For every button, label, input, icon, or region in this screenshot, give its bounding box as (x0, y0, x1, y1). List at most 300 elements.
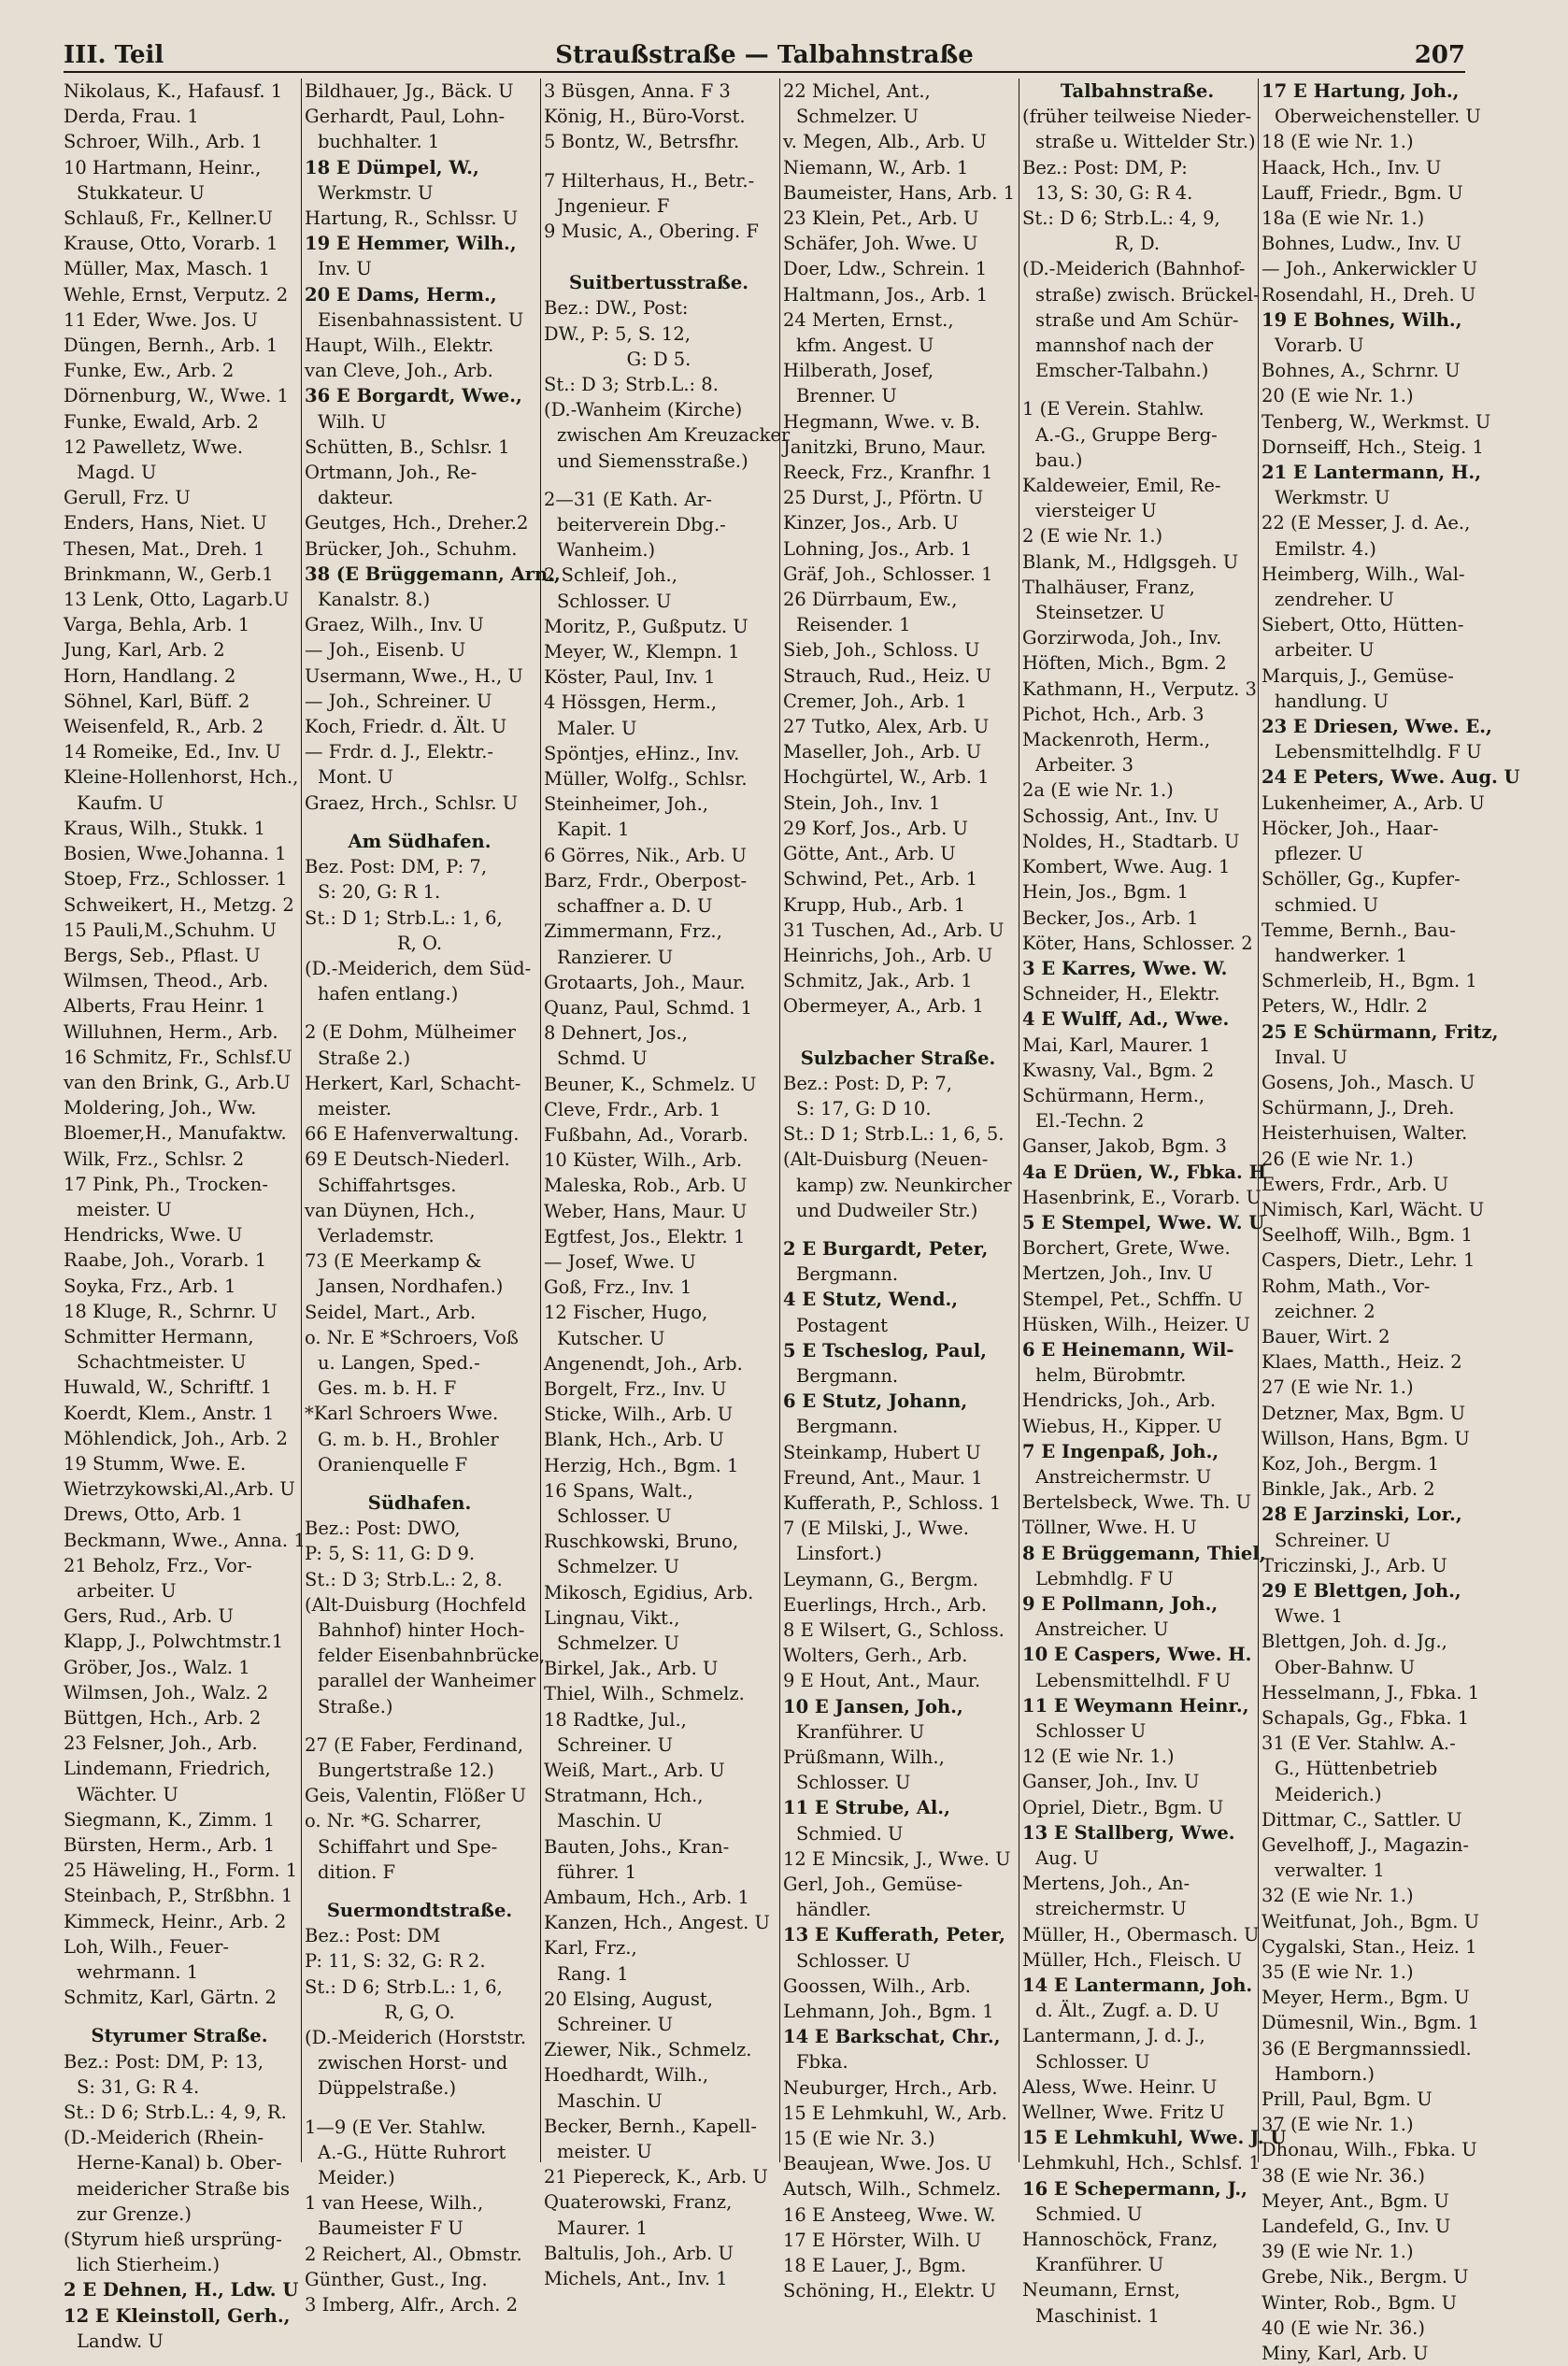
spacer (305, 1719, 535, 1732)
entry-continuation: und Dudweiler Str.) (796, 1199, 978, 1221)
entry-continuation: Maurer. 1 (557, 2216, 648, 2239)
directory-entry: 35 (E wie Nr. 1.) (1262, 1961, 1414, 1984)
directory-entry: Landefeld, G., Inv. U (1262, 2216, 1451, 2238)
directory-entry: 2 (E Dohm, Mülheimer (305, 1021, 516, 1044)
directory-entry: (früher teilweise Nieder- (1022, 106, 1252, 128)
directory-entry: Becker, Jos., Arb. 1 (1022, 906, 1199, 929)
directory-entry: Willuhnen, Herm., Arb. (64, 1020, 278, 1043)
directory-entry: Lingnau, Vikt., (544, 1606, 680, 1629)
directory-entry: Mertzen, Joh., Inv. U (1022, 1262, 1213, 1285)
directory-entry: Meyer, Ant., Bgm. U (1262, 2189, 1449, 2212)
directory-entry: Stratmann, Hch., (544, 1785, 704, 1807)
directory-entry: 17 E Hartung, Joh., (1262, 80, 1460, 102)
directory-entry: Schmitter Hermann, (64, 1325, 254, 1347)
directory-entry: Obermeyer, A., Arb. 1 (783, 995, 984, 1018)
entry-continuation: straße und Am Schür- (1035, 308, 1239, 331)
directory-entry: 4a E Drüen, W., Fbka. H (1022, 1161, 1267, 1183)
directory-entry: 9 Music, A., Obering. F (544, 221, 759, 243)
directory-entry: 18a (E wie Nr. 1.) (1262, 207, 1425, 230)
entry-continuation: pflezer. U (1275, 843, 1363, 865)
directory-entry: Reeck, Frz., Kranfhr. 1 (783, 462, 993, 484)
directory-entry: Höcker, Joh., Haar- (1262, 817, 1439, 839)
directory-column (305, 78, 561, 2316)
entry-continuation: Emscher-Talbahn.) (1035, 360, 1209, 382)
directory-column (1022, 78, 1287, 2327)
directory-entry: St.: D 6; Strb.L.: 1, 6, (305, 1975, 503, 1998)
street-heading: Talbahnstraße. (1060, 80, 1215, 102)
directory-entry: Kwasny, Val., Bgm. 2 (1022, 1059, 1215, 1081)
directory-entry: Gerull, Frz. U (64, 487, 191, 509)
directory-entry: Schmitz, Jak., Arb. 1 (783, 970, 973, 992)
entry-continuation: Jngenieur. F (557, 194, 670, 217)
directory-entry: 27 Tutko, Alex, Arb. U (783, 716, 990, 738)
directory-entry: — Joh., Ankerwickler U (1262, 258, 1478, 280)
directory-entry: 20 (E wie Nr. 1.) (1262, 385, 1414, 407)
directory-entry: 26 Dürrbaum, Ew., (783, 589, 958, 611)
directory-entry: Bloemer,H., Manufaktw. (64, 1122, 287, 1145)
directory-entry: 69 E Deutsch-Niederl. (305, 1148, 510, 1171)
directory-entry: Caspers, Dietr., Lehr. 1 (1262, 1249, 1475, 1272)
entry-continuation: S: 17, G: D 10. (796, 1097, 932, 1119)
directory-entry: 24 E Peters, Wwe. Aug. U (1262, 766, 1520, 789)
entry-continuation: dakteur. (318, 487, 394, 509)
entry-continuation: S: 31, G: R 4. (77, 2075, 200, 2098)
directory-entry: Pichot, Hch., Arb. 3 (1022, 703, 1205, 725)
directory-entry: Bez.: DW., Post: (544, 297, 689, 320)
directory-entry: Raabe, Joh., Vorarb. 1 (64, 1249, 267, 1272)
directory-entry: Schmerleib, H., Bgm. 1 (1262, 970, 1477, 992)
directory-entry: Meyer, W., Klempn. 1 (544, 641, 740, 663)
directory-entry: Wilmsen, Joh., Walz. 2 (64, 1681, 269, 1703)
directory-entry: Detzner, Max, Bgm. U (1262, 1402, 1466, 1424)
entry-continuation: Brenner. U (796, 385, 897, 407)
directory-entry: Ambaum, Hch., Arb. 1 (544, 1887, 749, 1909)
directory-entry: 14 E Lantermann, Joh. (1022, 1974, 1253, 1997)
entry-continuation: wehrmann. 1 (77, 1961, 199, 1984)
directory-entry: 19 E Bohnes, Wilh., (1262, 308, 1462, 331)
entry-continuation: Kanalstr. 8.) (318, 589, 431, 611)
directory-entry: Mai, Karl, Maurer. 1 (1022, 1033, 1211, 1056)
directory-entry: Beaujean, Wwe. Jos. U (783, 2153, 992, 2175)
directory-entry: 2—31 (E Kath. Ar- (544, 488, 712, 510)
entry-continuation: schmied. U (1275, 893, 1379, 916)
directory-entry: Kleine-Hollenhorst, Hch., (64, 766, 299, 789)
directory-entry: St.: D 3; Strb.L.: 8. (544, 374, 719, 396)
directory-entry: Grotaarts, Joh., Maur. (544, 971, 746, 993)
entry-continuation: Herne-Kanal) b. Ober- (77, 2152, 282, 2174)
directory-entry: (D.-Meiderich (Rhein- (64, 2127, 264, 2149)
directory-entry: Herzig, Hch., Bgm. 1 (544, 1454, 739, 1476)
directory-entry: Baumeister, Hans, Arb. 1 (783, 181, 1016, 204)
directory-entry: Usermann, Wwe., H., U (305, 664, 523, 687)
entry-continuation: streichermstr. U (1035, 1898, 1187, 1920)
directory-entry: Schossig, Ant., Inv. U (1022, 805, 1219, 827)
directory-entry: Goossen, Wilh., Arb. (783, 1974, 971, 1997)
entry-continuation: zwischen Horst- und (318, 2052, 508, 2074)
directory-entry: 19 Stumm, Wwe. E. (64, 1452, 247, 1475)
spacer (783, 1223, 1013, 1236)
directory-entry: Weitfunat, Joh., Bgm. U (1262, 1910, 1480, 1932)
directory-entry: Winter, Rob., Bgm. U (1262, 2291, 1458, 2314)
page-number: 207 (1414, 41, 1465, 69)
entry-continuation: mannshof nach der (1035, 335, 1214, 357)
directory-entry: Leymann, G., Bergm. (783, 1568, 978, 1590)
directory-entry: (D.-Meiderich, dem Süd- (305, 957, 532, 979)
part-label: III. Teil (64, 41, 164, 69)
directory-entry: Janitzki, Bruno, Maur. (783, 435, 987, 458)
directory-entry: van Düynen, Hch., (305, 1199, 476, 1221)
directory-entry: Kimmeck, Heinr., Arb. 2 (64, 1910, 287, 1932)
entry-continuation: Schlosser. U (796, 1772, 911, 1794)
entry-continuation: Bergmann. (796, 1416, 899, 1438)
directory-entry: — Frdr. d. J., Elektr.- (305, 741, 494, 763)
directory-entry: 6 Görres, Nik., Arb. U (544, 844, 747, 866)
directory-entry: 37 (E wie Nr. 1.) (1262, 2114, 1414, 2136)
directory-entry: Neuburger, Hrch., Arb. (783, 2076, 998, 2099)
directory-entry: 25 E Schürmann, Fritz, (1262, 1020, 1499, 1043)
directory-entry: Noldes, H., Stadtarb. U (1022, 830, 1240, 852)
directory-entry: Weisenfeld, R., Arb. 2 (64, 716, 264, 738)
entry-continuation: d. Ält., Zugf. a. D. U (1035, 2000, 1219, 2022)
directory-entry: Steinbach, P., Strßbhn. 1 (64, 1885, 293, 1907)
entry-continuation: Wanheim.) (557, 539, 656, 562)
directory-entry: (Alt-Duisburg (Neuen- (783, 1148, 989, 1171)
directory-entry: Kufferath, P., Schloss. 1 (783, 1491, 1002, 1514)
entry-continuation: Inval. U (1275, 1046, 1347, 1068)
directory-entry: Siegmann, K., Zimm. 1 (64, 1808, 275, 1831)
directory-entry: 2 (E wie Nr. 1.) (1022, 525, 1163, 548)
directory-entry: Heisterhuisen, Walter. (1262, 1122, 1468, 1145)
directory-entry: Bohnes, A., Schrnr. U (1262, 360, 1461, 382)
directory-entry: Mackenroth, Herm., (1022, 729, 1211, 751)
entry-continuation: Straße 2.) (318, 1047, 411, 1069)
directory-entry: 4 Hössgen, Herm., (544, 691, 718, 714)
entry-continuation: Baumeister F U (318, 2217, 463, 2240)
entry-continuation: Anstreicher. U (1035, 1618, 1169, 1641)
column-divider (779, 78, 780, 2162)
directory-entry: Weiß, Mart., Arb. U (544, 1760, 725, 1781)
entry-continuation: Magd. U (77, 462, 157, 484)
directory-entry: (D.-Meiderich (Bahnhof- (1022, 258, 1246, 280)
directory-entry: 18 (E wie Nr. 1.) (1262, 131, 1414, 153)
directory-entry: Ziewer, Nik., Schmelz. (544, 2039, 752, 2061)
directory-entry: Dhonau, Wilh., Fbka. U (1262, 2139, 1477, 2161)
directory-entry: 5 E Tscheslog, Paul, (783, 1339, 987, 1361)
directory-entry: 23 Klein, Pet., Arb. U (783, 207, 979, 230)
entry-continuation: beiterverein Dbg.- (557, 514, 726, 536)
entry-continuation: Meiderich.) (1275, 1783, 1382, 1805)
street-heading: Suermondtstraße. (326, 1900, 513, 1922)
directory-entry: 21 Piepereck, K., Arb. U (544, 2166, 768, 2188)
entry-continuation: verwalter. 1 (1275, 1860, 1385, 1882)
entry-continuation: Reisender. 1 (796, 614, 911, 636)
directory-entry: Müller, Hch., Fleisch. U (1022, 1948, 1243, 1971)
directory-entry: 14 Romeike, Ed., Inv. U (64, 741, 281, 763)
entry-continuation: Ober-Bahnw. U (1275, 1656, 1416, 1678)
directory-entry: 36 E Borgardt, Wwe., (305, 385, 522, 407)
directory-entry: 21 Beholz, Frz., Vor- (64, 1554, 252, 1576)
entry-continuation: führer. 1 (557, 1860, 637, 1883)
directory-entry: Barz, Frdr., Oberpost- (544, 869, 748, 891)
directory-entry: Derda, Frau. 1 (64, 106, 199, 128)
directory-entry: 21 E Lantermann, H., (1262, 462, 1481, 484)
directory-entry: St.: D 6; Strb.L.: 4, 9, (1022, 207, 1220, 230)
entry-continuation: parallel der Wanheimer (318, 1670, 536, 1692)
directory-entry: Kathmann, H., Verputz. 3 (1022, 677, 1257, 700)
directory-entry: Hein, Jos., Bgm. 1 (1022, 881, 1190, 904)
directory-entry: Sieb, Joh., Schloss. U (783, 639, 980, 662)
directory-entry: 29 E Blettgen, Joh., (1262, 1579, 1461, 1602)
entry-continuation: Hamborn.) (1275, 2062, 1376, 2085)
directory-entry: Schütten, B., Schlsr. 1 (305, 435, 510, 458)
entry-continuation: Schmelzer. U (796, 106, 919, 128)
entry-continuation: Oranienquelle F (318, 1453, 468, 1475)
directory-entry: 13 E Kufferath, Peter, (783, 1924, 1005, 1946)
entry-continuation: Wilh. U (318, 410, 387, 433)
entry-continuation: Meider.) (318, 2167, 395, 2189)
directory-entry: P: 5, S: 11, G: D 9. (305, 1543, 476, 1565)
directory-entry: Bildhauer, Jg., Bäck. U (305, 80, 514, 102)
directory-entry: Töllner, Wwe. H. U (1022, 1517, 1197, 1539)
spacer (305, 2102, 535, 2115)
directory-entry: o. Nr. E *Schroers, Voß (305, 1326, 519, 1348)
directory-entry: Blettgen, Joh. d. Jg., (1262, 1631, 1447, 1653)
entry-continuation: dition. F (318, 1860, 396, 1883)
entry-continuation: Düppelstraße.) (318, 2077, 457, 2100)
directory-entry: Kinzer, Jos., Arb. U (783, 512, 959, 534)
directory-entry: Loh, Wilh., Feuer- (64, 1935, 229, 1958)
entry-continuation: Schmied. U (796, 1822, 904, 1845)
street-heading: Styrumer Straße. (91, 2025, 268, 2047)
directory-entry: Bertelsbeck, Wwe. Th. U (1022, 1491, 1252, 1514)
directory-entry: Meyer, Herm., Bgm. U (1262, 1987, 1470, 2009)
directory-entry: Schöller, Gg., Kupfer- (1262, 868, 1461, 891)
directory-entry: Klaes, Matth., Heiz. 2 (1262, 1351, 1462, 1374)
directory-entry: Birkel, Jak., Arb. U (544, 1658, 719, 1680)
entry-continuation: Kapit. 1 (557, 819, 630, 841)
directory-entry: Hilberath, Josef, (783, 360, 934, 382)
directory-entry: Klapp, J., Polwchtmstr.1 (64, 1631, 284, 1653)
entry-continuation: bau.) (1035, 449, 1083, 471)
spacer (783, 1033, 1013, 1046)
directory-entry: Maleska, Rob., Arb. U (544, 1175, 748, 1197)
directory-entry: Blank, Hch., Arb. U (544, 1429, 724, 1451)
entry-continuation: Aug. U (1035, 1847, 1099, 1870)
entry-continuation: händler. (796, 1899, 872, 1921)
entry-continuation: Schlosser. U (1035, 2050, 1150, 2073)
directory-entry: Thiel, Wilh., Schmelz. (544, 1683, 745, 1705)
directory-entry: 16 Schmitz, Fr., Schlsf.U (64, 1046, 292, 1068)
directory-entry: 6 E Stutz, Johann, (783, 1390, 968, 1413)
spacer (783, 1019, 1013, 1033)
directory-entry: Herkert, Karl, Schacht- (305, 1072, 521, 1094)
directory-entry: Haltmann, Jos., Arb. 1 (783, 283, 989, 306)
directory-entry: Graez, Hrch., Schlsr. U (305, 791, 519, 814)
spacer (544, 474, 774, 487)
directory-entry: 1 (E Verein. Stahlw. (1022, 398, 1205, 420)
directory-entry: Wolters, Gerh., Arb. (783, 1645, 968, 1667)
spacer (305, 1477, 535, 1490)
directory-entry: Ganser, Joh., Inv. U (1022, 1771, 1200, 1793)
directory-entry: 25 Durst, J., Pförtn. U (783, 487, 984, 509)
directory-entry: Bez.: Post: DWO, (305, 1518, 461, 1540)
directory-entry: Marquis, J., Gemüse- (1262, 664, 1454, 687)
directory-entry: Stoep, Frz., Schlosser. 1 (64, 868, 288, 891)
entry-continuation: meidericher Straße bis (77, 2177, 291, 2200)
directory-entry: Lindemann, Friedrich, (64, 1758, 271, 1780)
street-heading: Suitbertusstraße. (568, 272, 749, 294)
directory-entry: Freund, Ant., Maur. 1 (783, 1466, 983, 1489)
directory-entry: 3 E Karres, Wwe. W. (1022, 957, 1228, 979)
directory-entry: Schwind, Pet., Arb. 1 (783, 868, 978, 891)
entry-continuation: Schmelzer. U (557, 1632, 679, 1654)
directory-entry: 15 E Lehmkuhl, Wwe. J. U (1022, 2127, 1287, 2149)
entry-continuation: G., Hüttenbetrieb (1275, 1758, 1438, 1780)
directory-entry: 25 Häweling, H., Form. 1 (64, 1860, 298, 1882)
directory-entry: Karl, Frz., (544, 1937, 637, 1960)
directory-entry: Thalhäuser, Franz, (1022, 576, 1195, 598)
directory-entry: 2 Reichert, Al., Obmstr. (305, 2243, 522, 2265)
directory-entry: 2 E Burgardt, Peter, (783, 1237, 989, 1260)
directory-entry: Hoedhardt, Wilh., (544, 2064, 709, 2087)
directory-entry: 5 Bontz, W., Betrsfhr. (544, 131, 740, 153)
directory-entry: 18 Radtke, Jul., (544, 1708, 687, 1731)
directory-entry: Söhnel, Karl, Büff. 2 (64, 690, 250, 712)
directory-entry: Temme, Bernh., Bau- (1262, 919, 1456, 941)
entry-continuation: zur Grenze.) (77, 2202, 192, 2225)
directory-entry: R, D. (1114, 233, 1161, 255)
directory-entry: 20 E Dams, Herm., (305, 283, 497, 306)
directory-entry: Lauff, Friedr., Bgm. U (1262, 181, 1463, 204)
directory-entry: 12 Pawelletz, Wwe. (64, 435, 244, 458)
entry-continuation: Schreiner. U (557, 1733, 674, 1756)
directory-column (64, 78, 306, 2352)
entry-continuation: straße) zwisch. Brückel- (1035, 283, 1260, 306)
directory-entry: Funke, Ewald, Arb. 2 (64, 410, 259, 433)
directory-entry: G: D 5. (626, 348, 691, 370)
directory-entry: Graez, Wilh., Inv. U (305, 614, 484, 636)
entry-continuation: Schlosser. U (796, 1949, 911, 1972)
directory-entry: Aless, Wwe. Heinr. U (1022, 2075, 1218, 2098)
street-range-title: Straußstraße — Talbahnstraße (555, 41, 974, 69)
entry-continuation: meister. U (557, 2141, 652, 2163)
entry-continuation: Linsfort.) (796, 1543, 882, 1565)
directory-entry: Schöning, H., Elektr. U (783, 2280, 997, 2302)
directory-entry: 23 E Driesen, Wwe. E., (1262, 716, 1492, 738)
directory-entry: Kraus, Wilh., Stukk. 1 (64, 817, 265, 839)
directory-entry: 27 (E wie Nr. 1.) (1262, 1376, 1414, 1399)
directory-entry: P: 11, S: 32, G: R 2. (305, 1950, 486, 1973)
directory-entry: 20 Elsing, August, (544, 1988, 713, 2010)
directory-entry: Stempel, Pet., Schffn. U (1022, 1288, 1244, 1310)
entry-continuation: Maler. U (557, 717, 637, 739)
directory-entry: Huwald, W., Schriftf. 1 (64, 1376, 273, 1399)
directory-entry: 11 E Strube, Al., (783, 1797, 950, 1819)
entry-continuation: handlung. U (1275, 690, 1389, 712)
directory-entry: 66 E Hafenverwaltung. (305, 1123, 520, 1146)
entry-continuation: handwerker. 1 (1275, 944, 1408, 966)
directory-entry: Bez.: Post: DM, P: 13, (64, 2050, 264, 2073)
directory-entry: Hasenbrink, E., Vorarb. U (1022, 1186, 1262, 1208)
directory-entry: Steinkamp, Hubert U (783, 1441, 981, 1463)
entry-continuation: kamp) zw. Neunkircher (796, 1174, 1012, 1196)
directory-entry: — Joh., Schreiner. U (305, 690, 492, 712)
entry-continuation: Jansen, Nordhafen.) (318, 1276, 504, 1298)
entry-continuation: Lebensmittelhdlg. F U (1275, 741, 1482, 763)
directory-entry: 10 E Caspers, Wwe. H. (1022, 1644, 1252, 1666)
directory-entry: Haack, Hch., Inv. U (1262, 156, 1442, 178)
directory-entry: Köter, Hans, Schlosser. 2 (1022, 932, 1253, 954)
entry-continuation: Arbeiter. 3 (1035, 754, 1134, 777)
entry-continuation: buchhalter. 1 (318, 131, 440, 153)
directory-entry: *Karl Schroers Wwe. (305, 1403, 499, 1425)
header-rule (64, 71, 1465, 73)
directory-entry: Rosendahl, H., Dreh. U (1262, 283, 1476, 306)
directory-entry: 2a (E wie Nr. 1.) (1022, 779, 1174, 802)
directory-entry: 1—9 (E Ver. Stahlw. (305, 2116, 487, 2138)
directory-entry: Alberts, Frau Heinr. 1 (64, 995, 266, 1018)
entry-continuation: Emilstr. 4.) (1275, 537, 1376, 560)
directory-entry: Heimberg, Wilh., Wal- (1262, 563, 1465, 585)
entry-continuation: Schlosser U (1035, 1720, 1147, 1742)
entry-continuation: felder Eisenbahnbrücke, (318, 1645, 546, 1667)
directory-entry: Quanz, Paul, Schmd. 1 (544, 996, 753, 1019)
directory-entry: Zimmermann, Frz., (544, 920, 722, 943)
entry-continuation: S: 20, G: R 1. (318, 881, 441, 904)
directory-entry: Ruschkowski, Bruno, (544, 1531, 739, 1553)
directory-entry: 10 E Jansen, Joh., (783, 1695, 963, 1717)
directory-entry: Rohm, Math., Vor- (1262, 1275, 1431, 1297)
directory-entry: Hartung, R., Schlssr. U (305, 207, 519, 230)
entry-continuation: Kaufm. U (77, 791, 164, 814)
entry-continuation: Ges. m. b. H. F (318, 1377, 457, 1400)
directory-entry: Beuner, K., Schmelz. U (544, 1073, 757, 1095)
directory-entry: Dittmar, C., Sattler. U (1262, 1808, 1462, 1831)
directory-entry: 16 Spans, Walt., (544, 1479, 693, 1502)
directory-entry: Bez.: Post: DM, P: (1022, 156, 1188, 178)
directory-entry: 32 (E wie Nr. 1.) (1262, 1885, 1414, 1907)
directory-entry: 40 (E wie Nr. 36.) (1262, 2316, 1425, 2339)
directory-entry: Höften, Mich., Bgm. 2 (1022, 652, 1227, 675)
directory-entry: Heinrichs, Joh., Arb. U (783, 944, 993, 966)
entry-continuation: Schmd. U (557, 1048, 648, 1070)
entry-continuation: Fbka. (796, 2051, 848, 2074)
directory-entry: St.: D 3; Strb.L.: 2, 8. (305, 1568, 503, 1590)
directory-entry: Varga, Behla, Arb. 1 (64, 614, 250, 636)
directory-entry: Hochgürtel, W., Arb. 1 (783, 766, 990, 789)
directory-entry: o. Nr. *G. Scharrer, (305, 1810, 482, 1832)
directory-entry: Gevelhoff, J., Magazin- (1262, 1834, 1470, 1857)
directory-entry: Wilmsen, Theod., Arb. (64, 970, 269, 992)
entry-continuation: Werkmstr. U (1275, 487, 1390, 509)
directory-entry: Kaldeweier, Emil, Re- (1022, 475, 1221, 497)
entry-continuation: Maschin. U (557, 1810, 663, 1832)
directory-entry: (Alt-Duisburg (Hochfeld (305, 1593, 527, 1616)
directory-entry: Fußbahn, Ad., Vorarb. (544, 1123, 748, 1146)
directory-entry: Michels, Ant., Inv. 1 (544, 2268, 728, 2290)
directory-entry: Wietrzykowski,Al.,Arb. U (64, 1478, 295, 1501)
directory-entry: Siebert, Otto, Hütten- (1262, 614, 1464, 636)
directory-entry: 16 E Ansteeg, Wwe. W. (783, 2203, 996, 2226)
directory-column (783, 78, 1017, 2302)
directory-entry: Gerhardt, Paul, Lohn- (305, 106, 506, 128)
directory-entry: 24 Merten, Ernst., (783, 308, 954, 331)
directory-entry: Schroer, Wilh., Arb. 1 (64, 131, 264, 153)
directory-entry: Dümesnil, Win., Bgm. 1 (1262, 2012, 1479, 2034)
entry-continuation: Schlosser. U (557, 590, 672, 612)
directory-entry: Steinheimer, Joh., (544, 793, 708, 816)
directory-entry: 31 Tuschen, Ad., Arb. U (783, 919, 1005, 941)
